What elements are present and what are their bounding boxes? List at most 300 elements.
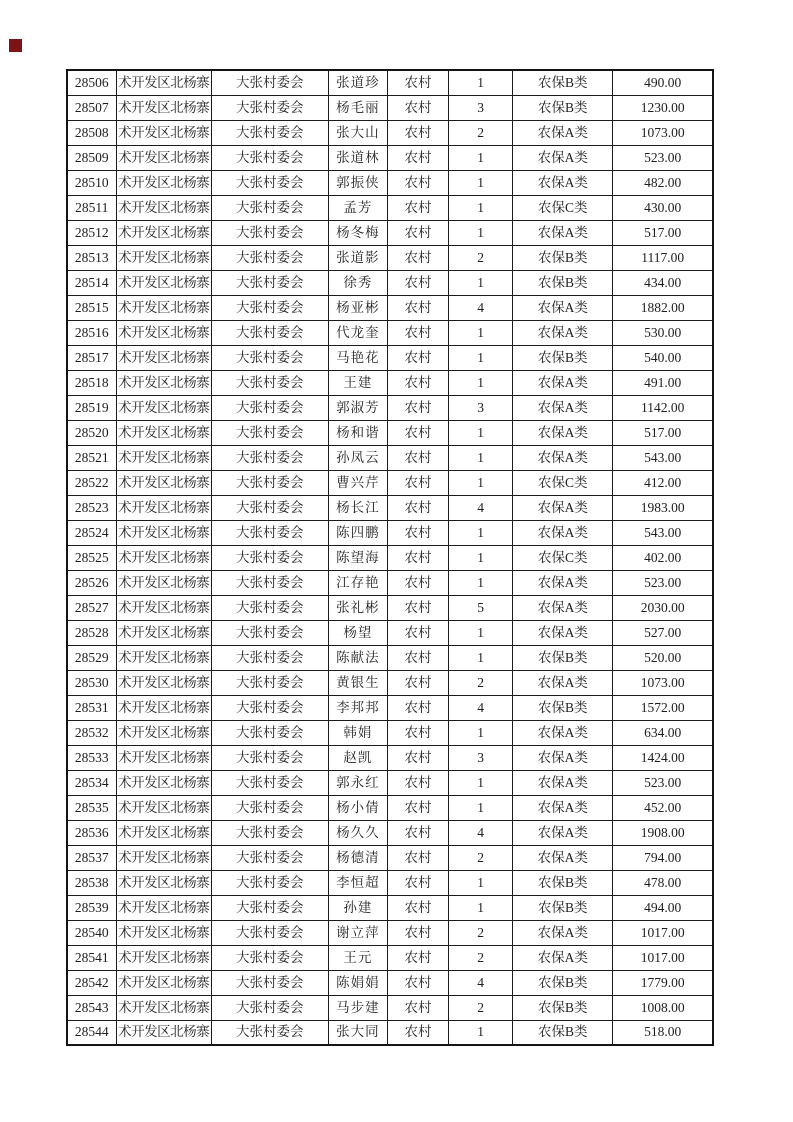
table-row <box>67 845 713 870</box>
cell-insurance-type: 农保A类 <box>513 820 613 845</box>
cell-record-id: 28511 <box>67 195 116 220</box>
cell-insurance-type: 农保A类 <box>513 745 613 770</box>
cell-record-id: 28535 <box>67 795 116 820</box>
cell-person-count: 1 <box>449 220 513 245</box>
cell-person-count: 1 <box>449 895 513 920</box>
cell-record-id: 28518 <box>67 370 116 395</box>
table-row <box>67 670 713 695</box>
cell-district: 术开发区北杨寨 <box>116 845 211 870</box>
cell-person-count: 1 <box>449 270 513 295</box>
cell-district: 术开发区北杨寨 <box>116 795 211 820</box>
table-row <box>67 445 713 470</box>
cell-household-category: 农村 <box>387 745 448 770</box>
cell-insurance-type: 农保B类 <box>513 870 613 895</box>
cell-person-name: 张大山 <box>328 120 387 145</box>
cell-amount: 530.00 <box>613 320 713 345</box>
cell-district: 术开发区北杨寨 <box>116 145 211 170</box>
cell-person-name: 杨小倩 <box>328 795 387 820</box>
cell-record-id: 28521 <box>67 445 116 470</box>
cell-record-id: 28544 <box>67 1020 116 1045</box>
cell-person-count: 4 <box>449 495 513 520</box>
cell-person-count: 1 <box>449 420 513 445</box>
cell-insurance-type: 农保A类 <box>513 945 613 970</box>
cell-district: 术开发区北杨寨 <box>116 620 211 645</box>
cell-person-count: 5 <box>449 595 513 620</box>
cell-amount: 543.00 <box>613 520 713 545</box>
table-row <box>67 495 713 520</box>
table-row <box>67 470 713 495</box>
cell-household-category: 农村 <box>387 395 448 420</box>
cell-record-id: 28528 <box>67 620 116 645</box>
cell-person-count: 1 <box>449 870 513 895</box>
cell-record-id: 28540 <box>67 920 116 945</box>
cell-household-category: 农村 <box>387 270 448 295</box>
cell-insurance-type: 农保B类 <box>513 245 613 270</box>
cell-insurance-type: 农保A类 <box>513 720 613 745</box>
cell-record-id: 28527 <box>67 595 116 620</box>
table-row <box>67 170 713 195</box>
cell-district: 术开发区北杨寨 <box>116 770 211 795</box>
cell-record-id: 28515 <box>67 295 116 320</box>
cell-village-committee: 大张村委会 <box>211 920 328 945</box>
cell-village-committee: 大张村委会 <box>211 270 328 295</box>
cell-person-count: 2 <box>449 245 513 270</box>
cell-insurance-type: 农保C类 <box>513 545 613 570</box>
table-row <box>67 945 713 970</box>
table-row <box>67 145 713 170</box>
cell-insurance-type: 农保B类 <box>513 345 613 370</box>
cell-village-committee: 大张村委会 <box>211 145 328 170</box>
cell-household-category: 农村 <box>387 520 448 545</box>
cell-village-committee: 大张村委会 <box>211 120 328 145</box>
cell-district: 术开发区北杨寨 <box>116 970 211 995</box>
cell-insurance-type: 农保A类 <box>513 520 613 545</box>
cell-household-category: 农村 <box>387 495 448 520</box>
cell-village-committee: 大张村委会 <box>211 795 328 820</box>
cell-district: 术开发区北杨寨 <box>116 995 211 1020</box>
cell-person-name: 李邦邦 <box>328 695 387 720</box>
cell-household-category: 农村 <box>387 420 448 445</box>
cell-village-committee: 大张村委会 <box>211 545 328 570</box>
cell-district: 术开发区北杨寨 <box>116 720 211 745</box>
cell-person-count: 1 <box>449 195 513 220</box>
cell-person-count: 1 <box>449 170 513 195</box>
table-row <box>67 395 713 420</box>
cell-insurance-type: 农保A类 <box>513 170 613 195</box>
cell-insurance-type: 农保A类 <box>513 570 613 595</box>
cell-amount: 1017.00 <box>613 945 713 970</box>
cell-household-category: 农村 <box>387 620 448 645</box>
cell-person-name: 郭振侠 <box>328 170 387 195</box>
cell-person-count: 2 <box>449 995 513 1020</box>
cell-amount: 1008.00 <box>613 995 713 1020</box>
cell-village-committee: 大张村委会 <box>211 720 328 745</box>
table-body <box>67 70 713 1045</box>
cell-household-category: 农村 <box>387 995 448 1020</box>
cell-amount: 412.00 <box>613 470 713 495</box>
cell-district: 术开发区北杨寨 <box>116 345 211 370</box>
cell-person-name: 江存艳 <box>328 570 387 595</box>
cell-person-name: 杨毛丽 <box>328 95 387 120</box>
red-stamp-marker <box>9 39 22 52</box>
cell-household-category: 农村 <box>387 845 448 870</box>
cell-amount: 1983.00 <box>613 495 713 520</box>
cell-amount: 1073.00 <box>613 120 713 145</box>
cell-insurance-type: 农保A类 <box>513 795 613 820</box>
cell-record-id: 28530 <box>67 670 116 695</box>
cell-household-category: 农村 <box>387 170 448 195</box>
cell-record-id: 28531 <box>67 695 116 720</box>
cell-insurance-type: 农保A类 <box>513 845 613 870</box>
table-row <box>67 1020 713 1045</box>
cell-person-name: 孙建 <box>328 895 387 920</box>
cell-person-name: 王元 <box>328 945 387 970</box>
cell-district: 术开发区北杨寨 <box>116 520 211 545</box>
cell-insurance-type: 农保A类 <box>513 595 613 620</box>
cell-record-id: 28516 <box>67 320 116 345</box>
cell-person-count: 4 <box>449 295 513 320</box>
cell-amount: 1572.00 <box>613 695 713 720</box>
cell-person-name: 韩娟 <box>328 720 387 745</box>
cell-district: 术开发区北杨寨 <box>116 1020 211 1045</box>
cell-person-count: 1 <box>449 545 513 570</box>
table-row <box>67 620 713 645</box>
cell-insurance-type: 农保B类 <box>513 895 613 920</box>
cell-amount: 482.00 <box>613 170 713 195</box>
cell-amount: 1882.00 <box>613 295 713 320</box>
cell-record-id: 28523 <box>67 495 116 520</box>
cell-person-count: 3 <box>449 395 513 420</box>
cell-person-name: 徐秀 <box>328 270 387 295</box>
cell-amount: 1230.00 <box>613 95 713 120</box>
cell-person-count: 2 <box>449 670 513 695</box>
cell-person-name: 张道林 <box>328 145 387 170</box>
cell-district: 术开发区北杨寨 <box>116 695 211 720</box>
cell-village-committee: 大张村委会 <box>211 70 328 95</box>
cell-district: 术开发区北杨寨 <box>116 870 211 895</box>
cell-person-name: 张大同 <box>328 1020 387 1045</box>
cell-person-count: 4 <box>449 695 513 720</box>
cell-person-count: 2 <box>449 845 513 870</box>
cell-district: 术开发区北杨寨 <box>116 220 211 245</box>
cell-village-committee: 大张村委会 <box>211 595 328 620</box>
cell-district: 术开发区北杨寨 <box>116 395 211 420</box>
cell-village-committee: 大张村委会 <box>211 645 328 670</box>
cell-village-committee: 大张村委会 <box>211 245 328 270</box>
cell-person-count: 1 <box>449 70 513 95</box>
cell-district: 术开发区北杨寨 <box>116 570 211 595</box>
cell-district: 术开发区北杨寨 <box>116 295 211 320</box>
cell-person-count: 2 <box>449 945 513 970</box>
cell-amount: 517.00 <box>613 420 713 445</box>
cell-household-category: 农村 <box>387 895 448 920</box>
cell-insurance-type: 农保A类 <box>513 295 613 320</box>
cell-person-name: 黄银生 <box>328 670 387 695</box>
table-row <box>67 195 713 220</box>
cell-amount: 540.00 <box>613 345 713 370</box>
cell-insurance-type: 农保A类 <box>513 620 613 645</box>
cell-record-id: 28541 <box>67 945 116 970</box>
cell-person-count: 1 <box>449 620 513 645</box>
table-row <box>67 645 713 670</box>
table-row <box>67 270 713 295</box>
cell-amount: 1779.00 <box>613 970 713 995</box>
cell-amount: 1908.00 <box>613 820 713 845</box>
cell-record-id: 28513 <box>67 245 116 270</box>
table-row <box>67 895 713 920</box>
table-row <box>67 995 713 1020</box>
cell-household-category: 农村 <box>387 320 448 345</box>
cell-household-category: 农村 <box>387 120 448 145</box>
cell-household-category: 农村 <box>387 445 448 470</box>
cell-household-category: 农村 <box>387 870 448 895</box>
cell-household-category: 农村 <box>387 570 448 595</box>
cell-amount: 517.00 <box>613 220 713 245</box>
cell-person-name: 陈四鹏 <box>328 520 387 545</box>
cell-household-category: 农村 <box>387 945 448 970</box>
cell-amount: 523.00 <box>613 570 713 595</box>
cell-village-committee: 大张村委会 <box>211 570 328 595</box>
cell-insurance-type: 农保B类 <box>513 1020 613 1045</box>
cell-insurance-type: 农保B类 <box>513 95 613 120</box>
cell-district: 术开发区北杨寨 <box>116 420 211 445</box>
cell-person-name: 杨和谐 <box>328 420 387 445</box>
cell-person-name: 张道影 <box>328 245 387 270</box>
cell-district: 术开发区北杨寨 <box>116 495 211 520</box>
cell-record-id: 28526 <box>67 570 116 595</box>
cell-district: 术开发区北杨寨 <box>116 595 211 620</box>
table-row <box>67 545 713 570</box>
cell-amount: 523.00 <box>613 145 713 170</box>
cell-amount: 794.00 <box>613 845 713 870</box>
cell-village-committee: 大张村委会 <box>211 995 328 1020</box>
cell-amount: 1424.00 <box>613 745 713 770</box>
cell-household-category: 农村 <box>387 770 448 795</box>
cell-village-committee: 大张村委会 <box>211 220 328 245</box>
cell-amount: 543.00 <box>613 445 713 470</box>
cell-amount: 434.00 <box>613 270 713 295</box>
table-row <box>67 420 713 445</box>
cell-district: 术开发区北杨寨 <box>116 195 211 220</box>
cell-village-committee: 大张村委会 <box>211 445 328 470</box>
cell-amount: 518.00 <box>613 1020 713 1045</box>
cell-person-count: 1 <box>449 145 513 170</box>
cell-household-category: 农村 <box>387 470 448 495</box>
cell-person-name: 马步建 <box>328 995 387 1020</box>
cell-person-count: 1 <box>449 645 513 670</box>
cell-person-name: 杨久久 <box>328 820 387 845</box>
cell-record-id: 28532 <box>67 720 116 745</box>
table-row <box>67 570 713 595</box>
cell-person-count: 1 <box>449 470 513 495</box>
table-row <box>67 320 713 345</box>
cell-person-name: 杨望 <box>328 620 387 645</box>
cell-household-category: 农村 <box>387 70 448 95</box>
table-row <box>67 745 713 770</box>
cell-village-committee: 大张村委会 <box>211 695 328 720</box>
table-row <box>67 370 713 395</box>
cell-household-category: 农村 <box>387 220 448 245</box>
cell-village-committee: 大张村委会 <box>211 745 328 770</box>
cell-household-category: 农村 <box>387 970 448 995</box>
cell-household-category: 农村 <box>387 645 448 670</box>
cell-person-name: 王建 <box>328 370 387 395</box>
cell-person-name: 郭永红 <box>328 770 387 795</box>
table-row <box>67 245 713 270</box>
cell-person-count: 3 <box>449 95 513 120</box>
cell-record-id: 28522 <box>67 470 116 495</box>
cell-record-id: 28536 <box>67 820 116 845</box>
cell-village-committee: 大张村委会 <box>211 970 328 995</box>
cell-amount: 478.00 <box>613 870 713 895</box>
table-row <box>67 795 713 820</box>
cell-district: 术开发区北杨寨 <box>116 645 211 670</box>
cell-insurance-type: 农保A类 <box>513 920 613 945</box>
cell-district: 术开发区北杨寨 <box>116 70 211 95</box>
cell-village-committee: 大张村委会 <box>211 320 328 345</box>
benefits-table <box>66 69 714 1046</box>
cell-record-id: 28542 <box>67 970 116 995</box>
table-row <box>67 120 713 145</box>
cell-village-committee: 大张村委会 <box>211 620 328 645</box>
cell-village-committee: 大张村委会 <box>211 1020 328 1045</box>
cell-insurance-type: 农保C类 <box>513 195 613 220</box>
cell-person-count: 1 <box>449 320 513 345</box>
cell-person-count: 4 <box>449 820 513 845</box>
cell-person-name: 陈献法 <box>328 645 387 670</box>
cell-insurance-type: 农保A类 <box>513 670 613 695</box>
cell-record-id: 28517 <box>67 345 116 370</box>
cell-amount: 520.00 <box>613 645 713 670</box>
cell-record-id: 28534 <box>67 770 116 795</box>
cell-person-count: 2 <box>449 920 513 945</box>
cell-village-committee: 大张村委会 <box>211 845 328 870</box>
cell-person-name: 杨德清 <box>328 845 387 870</box>
cell-household-category: 农村 <box>387 245 448 270</box>
cell-person-count: 1 <box>449 795 513 820</box>
table-row <box>67 720 713 745</box>
cell-village-committee: 大张村委会 <box>211 95 328 120</box>
cell-person-name: 马艳花 <box>328 345 387 370</box>
cell-district: 术开发区北杨寨 <box>116 445 211 470</box>
cell-insurance-type: 农保B类 <box>513 645 613 670</box>
cell-person-name: 赵凯 <box>328 745 387 770</box>
cell-person-count: 3 <box>449 745 513 770</box>
cell-record-id: 28520 <box>67 420 116 445</box>
cell-amount: 402.00 <box>613 545 713 570</box>
cell-district: 术开发区北杨寨 <box>116 120 211 145</box>
cell-insurance-type: 农保A类 <box>513 420 613 445</box>
cell-household-category: 农村 <box>387 820 448 845</box>
cell-district: 术开发区北杨寨 <box>116 745 211 770</box>
cell-household-category: 农村 <box>387 795 448 820</box>
cell-person-name: 曹兴芹 <box>328 470 387 495</box>
table-row <box>67 970 713 995</box>
cell-village-committee: 大张村委会 <box>211 945 328 970</box>
cell-household-category: 农村 <box>387 720 448 745</box>
cell-insurance-type: 农保B类 <box>513 995 613 1020</box>
table-row <box>67 920 713 945</box>
cell-amount: 430.00 <box>613 195 713 220</box>
table-row <box>67 695 713 720</box>
cell-person-name: 谢立萍 <box>328 920 387 945</box>
cell-village-committee: 大张村委会 <box>211 895 328 920</box>
cell-person-count: 1 <box>449 345 513 370</box>
cell-household-category: 农村 <box>387 145 448 170</box>
cell-district: 术开发区北杨寨 <box>116 820 211 845</box>
cell-district: 术开发区北杨寨 <box>116 370 211 395</box>
cell-household-category: 农村 <box>387 545 448 570</box>
cell-person-count: 2 <box>449 120 513 145</box>
cell-household-category: 农村 <box>387 295 448 320</box>
cell-record-id: 28508 <box>67 120 116 145</box>
cell-village-committee: 大张村委会 <box>211 520 328 545</box>
cell-village-committee: 大张村委会 <box>211 195 328 220</box>
cell-district: 术开发区北杨寨 <box>116 945 211 970</box>
cell-person-name: 孙凤云 <box>328 445 387 470</box>
cell-person-name: 陈望海 <box>328 545 387 570</box>
cell-person-name: 杨亚彬 <box>328 295 387 320</box>
cell-amount: 1117.00 <box>613 245 713 270</box>
table-row <box>67 70 713 95</box>
cell-village-committee: 大张村委会 <box>211 295 328 320</box>
cell-amount: 1073.00 <box>613 670 713 695</box>
cell-household-category: 农村 <box>387 670 448 695</box>
cell-household-category: 农村 <box>387 370 448 395</box>
cell-district: 术开发区北杨寨 <box>116 545 211 570</box>
cell-record-id: 28537 <box>67 845 116 870</box>
cell-amount: 1017.00 <box>613 920 713 945</box>
cell-record-id: 28533 <box>67 745 116 770</box>
cell-insurance-type: 农保A类 <box>513 770 613 795</box>
cell-person-name: 陈娟娟 <box>328 970 387 995</box>
cell-amount: 527.00 <box>613 620 713 645</box>
cell-person-name: 孟芳 <box>328 195 387 220</box>
cell-person-count: 1 <box>449 720 513 745</box>
cell-record-id: 28510 <box>67 170 116 195</box>
cell-village-committee: 大张村委会 <box>211 395 328 420</box>
cell-village-committee: 大张村委会 <box>211 820 328 845</box>
cell-person-count: 1 <box>449 445 513 470</box>
cell-record-id: 28538 <box>67 870 116 895</box>
cell-household-category: 农村 <box>387 595 448 620</box>
cell-household-category: 农村 <box>387 695 448 720</box>
cell-insurance-type: 农保A类 <box>513 370 613 395</box>
cell-amount: 490.00 <box>613 70 713 95</box>
cell-village-committee: 大张村委会 <box>211 170 328 195</box>
cell-amount: 1142.00 <box>613 395 713 420</box>
cell-district: 术开发区北杨寨 <box>116 170 211 195</box>
cell-amount: 523.00 <box>613 770 713 795</box>
cell-insurance-type: 农保A类 <box>513 395 613 420</box>
cell-household-category: 农村 <box>387 195 448 220</box>
cell-person-count: 1 <box>449 570 513 595</box>
cell-district: 术开发区北杨寨 <box>116 470 211 495</box>
cell-record-id: 28514 <box>67 270 116 295</box>
cell-insurance-type: 农保A类 <box>513 220 613 245</box>
cell-person-name: 杨冬梅 <box>328 220 387 245</box>
cell-insurance-type: 农保B类 <box>513 70 613 95</box>
cell-district: 术开发区北杨寨 <box>116 245 211 270</box>
cell-village-committee: 大张村委会 <box>211 870 328 895</box>
cell-record-id: 28509 <box>67 145 116 170</box>
cell-record-id: 28506 <box>67 70 116 95</box>
cell-person-count: 1 <box>449 370 513 395</box>
cell-insurance-type: 农保B类 <box>513 695 613 720</box>
cell-village-committee: 大张村委会 <box>211 420 328 445</box>
cell-district: 术开发区北杨寨 <box>116 920 211 945</box>
cell-village-committee: 大张村委会 <box>211 670 328 695</box>
